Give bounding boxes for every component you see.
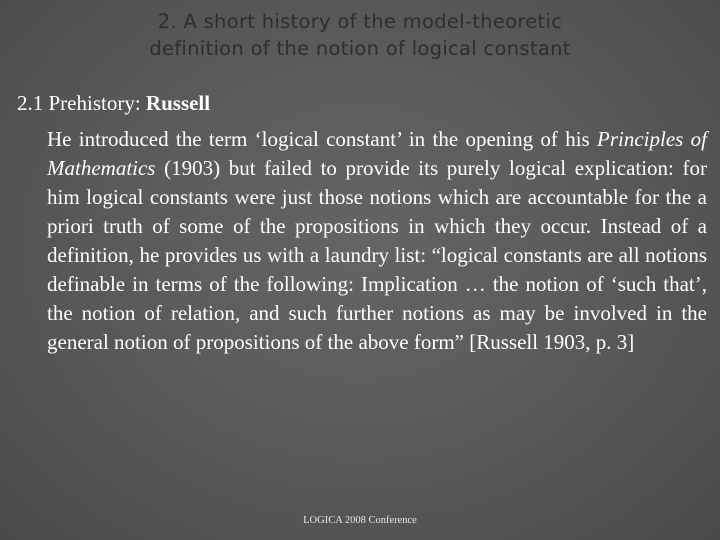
heading-name: Russell [145, 91, 211, 115]
title-line-2: definition of the notion of logical constant [149, 37, 571, 60]
slide-footer: LOGICA 2008 Conference [303, 515, 417, 526]
title-line-1: 2. A short history of the model-theoretic [157, 10, 563, 33]
heading-prefix: 2.1 Prehistory: [17, 91, 146, 115]
slide-title [0, 8, 720, 62]
section-heading [17, 90, 210, 116]
body-text-part-1: He introduced the term ‘logical constant’ in the opening of his [47, 127, 598, 151]
body-text-part-2: (1903) but failed to provide its purely logical explication: for him logical constants were just those notions which are accountable for the a priori truth of some of the propositions in which they occur. Instead of a definition, he provides us with a laundry list: “logical constants are all notions definable in terms of the following: Implication … the notion of ‘such that’, the notion of relation, and such further notions as may be involved in the general notion of propositions of the above form” [Russell 1903, p. 3] [47, 156, 707, 354]
body-paragraph [47, 125, 707, 357]
book-title: Principles of Mathematics [47, 127, 707, 180]
